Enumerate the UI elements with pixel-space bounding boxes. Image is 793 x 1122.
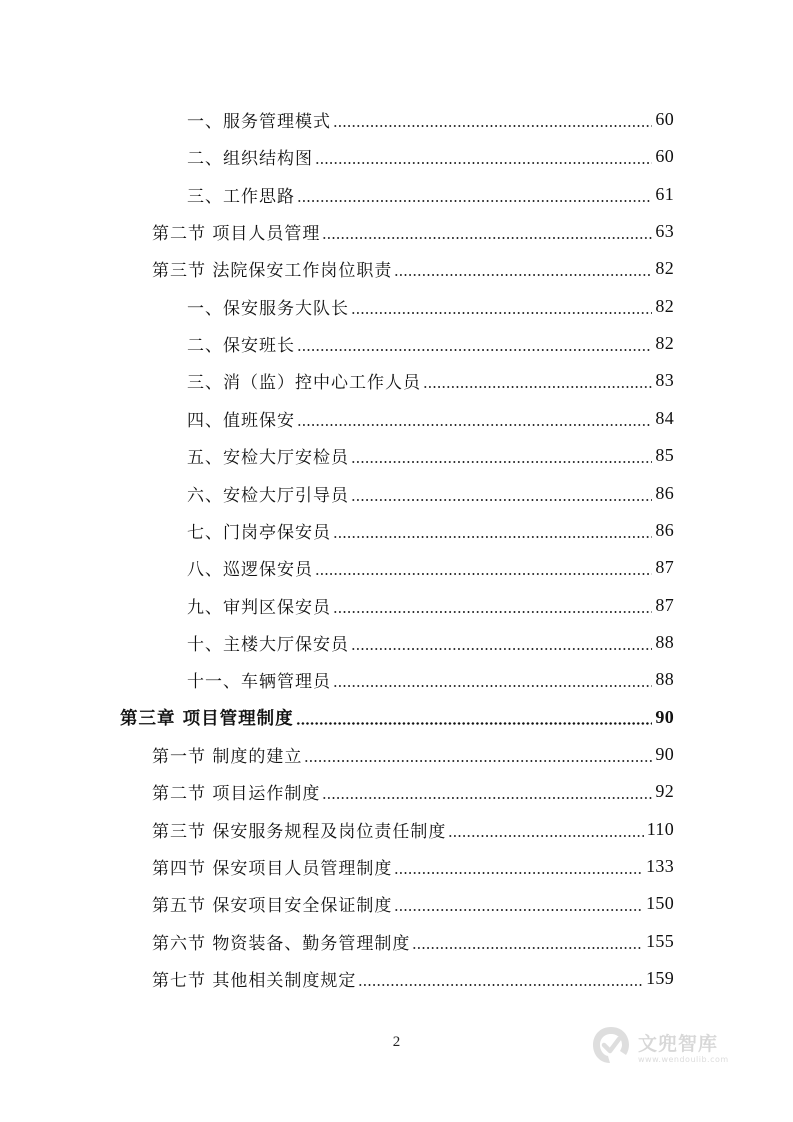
toc-entry-page: 82 [655, 258, 674, 279]
toc-entry-label: 一、服务管理模式 [187, 112, 331, 132]
toc-entry-page: 86 [655, 482, 674, 503]
dot-leader [333, 125, 652, 127]
toc-entry-page: 90 [655, 706, 674, 727]
toc-entry-label: 第六节 物资装备、勤务管理制度 [152, 933, 411, 954]
toc-entry-label: 第二节 项目人员管理 [152, 224, 321, 245]
toc-entry-label: 第三节 法院保安工作岗位职责 [152, 261, 393, 282]
toc-entry-page: 150 [646, 893, 674, 914]
toc-entry [0, 811, 674, 848]
toc-entry-label: 第四节 保安项目人员管理制度 [152, 859, 393, 879]
dot-leader [315, 162, 652, 164]
toc-entry [0, 213, 674, 250]
toc-entry-label: 六、安检大厅引导员 [187, 485, 349, 506]
toc-entry [0, 624, 674, 661]
toc-entry [0, 699, 674, 736]
toc-entry-label: 二、保安班长 [187, 336, 295, 357]
toc-entry-page: 63 [655, 221, 674, 242]
dot-leader [448, 835, 643, 837]
toc-entry-label: 三、消（监）控中心工作人员 [187, 373, 421, 394]
dot-leader [315, 573, 652, 575]
toc-entry [0, 362, 674, 399]
dot-leader [297, 349, 652, 351]
toc-entry-label: 第一节 制度的建立 [152, 746, 303, 767]
dot-leader [322, 797, 652, 799]
toc-entry-label: 四、值班保安 [187, 410, 295, 431]
toc-entry-page: 88 [655, 631, 674, 652]
toc-entry-label: 九、审判区保安员 [187, 597, 331, 618]
dot-leader [394, 274, 652, 276]
brand-name-cn: 文兜智库 [638, 1032, 719, 1055]
toc-entry-page: 87 [655, 594, 674, 615]
toc-entry-page: 60 [655, 109, 674, 129]
dot-leader [333, 685, 652, 687]
dot-leader [351, 312, 652, 314]
dot-leader [333, 536, 652, 538]
brand-url: www.wendoulib.com [638, 1054, 729, 1064]
brand-logo-icon [588, 1023, 634, 1069]
toc-entry [0, 661, 674, 698]
toc-entry-page: 159 [646, 968, 674, 989]
toc-entry-page: 86 [655, 519, 674, 540]
toc-entry-label: 第五节 保安项目安全保证制度 [152, 896, 393, 917]
toc-entry [0, 325, 674, 362]
dot-leader [304, 760, 652, 762]
toc-entry-label: 十一、车辆管理员 [187, 672, 331, 693]
toc-entry-page: 61 [655, 183, 674, 204]
toc-entry [0, 848, 674, 885]
toc-entry-label: 三、工作思路 [187, 186, 295, 207]
toc-entry [0, 512, 674, 549]
toc-entry [0, 437, 674, 474]
toc-entry-page: 88 [655, 669, 674, 690]
toc-entry-page: 155 [646, 930, 674, 951]
toc-entry-page: 83 [655, 370, 674, 391]
toc-entry-label: 八、巡逻保安员 [187, 560, 313, 581]
dot-leader [423, 386, 652, 388]
toc-entry-label: 二、组织结构图 [187, 149, 313, 170]
toc-entry-label: 五、安检大厅安检员 [187, 448, 349, 469]
toc-entry [0, 923, 674, 960]
toc-entry [0, 101, 674, 138]
toc-entry-label: 第三节 保安服务规程及岗位责任制度 [152, 821, 447, 842]
toc-entry [0, 250, 674, 287]
toc-entry [0, 885, 674, 922]
dot-leader [394, 909, 643, 911]
toc-entry-page: 87 [655, 557, 674, 578]
dot-leader [322, 237, 652, 239]
toc-entry-label: 第二节 项目运作制度 [152, 784, 321, 805]
watermark [588, 1018, 748, 1074]
toc-entry [0, 138, 674, 175]
toc-entry-label: 七、门岗亭保安员 [187, 522, 331, 543]
toc-entry-page: 133 [646, 856, 674, 876]
toc-entry [0, 587, 674, 624]
dot-leader [358, 984, 643, 986]
toc-entry-page: 110 [646, 818, 674, 839]
toc-entry-label: 一、保安服务大队长 [187, 298, 349, 319]
toc-entry-page: 90 [655, 743, 674, 764]
toc-entry [0, 176, 674, 213]
toc-entry-page: 84 [655, 407, 674, 428]
dot-leader [297, 424, 652, 426]
toc-entry-page: 60 [655, 146, 674, 167]
toc-entry [0, 773, 674, 810]
toc-entry [0, 549, 674, 586]
toc-entry [0, 400, 674, 437]
dot-leader [351, 499, 652, 501]
dot-leader [412, 947, 643, 949]
dot-leader [351, 461, 652, 463]
dot-leader [333, 611, 652, 613]
toc-entry-label: 第三章 项目管理制度 [120, 708, 294, 729]
toc-entry-page: 82 [655, 295, 674, 316]
toc-entry [0, 475, 674, 512]
toc-entry [0, 960, 674, 997]
toc-entry [0, 736, 674, 773]
dot-leader [351, 648, 652, 650]
toc-entry [0, 288, 674, 325]
toc-entry-page: 92 [655, 781, 674, 802]
toc-entry-page: 82 [655, 333, 674, 354]
toc-entry-label: 十、主楼大厅保安员 [187, 634, 349, 655]
toc-entry-page: 85 [655, 445, 674, 466]
dot-leader [296, 722, 653, 725]
toc-entry-label: 第七节 其他相关制度规定 [152, 971, 357, 992]
dot-leader [297, 200, 652, 202]
page-number: 2 [392, 1034, 401, 1050]
dot-leader [394, 872, 643, 874]
